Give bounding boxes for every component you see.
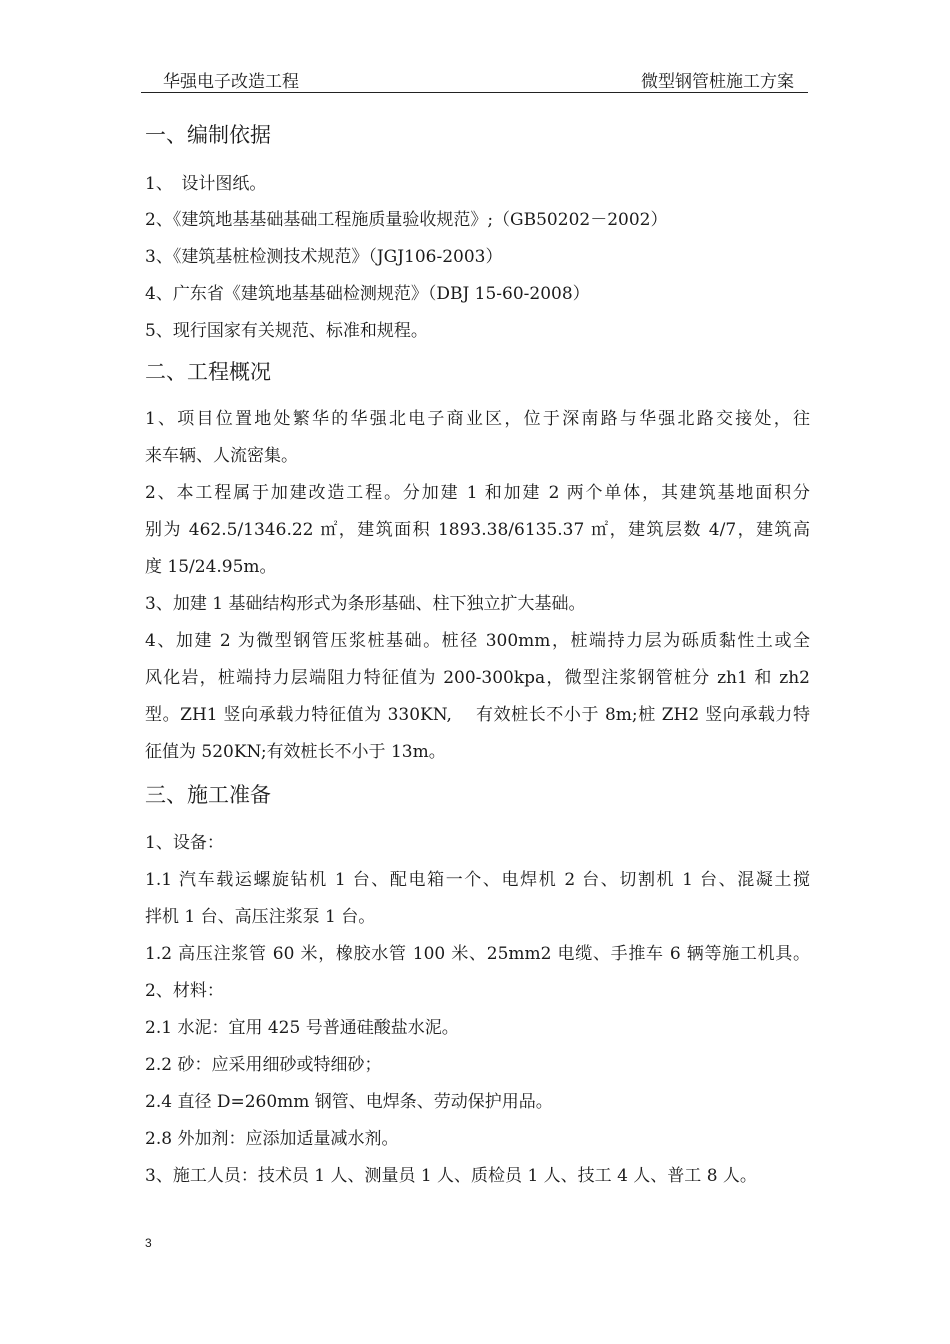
preparation-line-5: 2、材料： [145, 981, 224, 1001]
preparation-line-1: 1、设备： [145, 833, 224, 853]
preparation-line-9: 2.8 外加剂：应添加适量减水剂。 [145, 1129, 399, 1149]
basis-item-4: 4、广东省《建筑地基基础检测规范》（DBJ 15-60-2008） [145, 284, 590, 304]
preparation-line-4: 1.2 高压注浆管 60 米，橡胶水管 100 米、25mm2 电缆、手推车 6 辆等施工机具。 [145, 944, 810, 964]
preparation-line-7: 2.2 砂：应采用细砂或特细砂； [145, 1055, 382, 1075]
overview-paragraph-2-line-3: 度 15/24.95m。 [145, 557, 277, 577]
overview-paragraph-4-line-4: 征值为 520KN;有效桩长不小于 13m。 [145, 742, 446, 762]
preparation-line-6: 2.1 水泥：宜用 425 号普通硅酸盐水泥。 [145, 1018, 459, 1038]
overview-paragraph-1-line-1: 1、项目位置地处繁华的华强北电子商业区，位于深南路与华强北路交接处，往 [145, 409, 810, 429]
section-heading-preparation: 三、施工准备 [145, 783, 271, 807]
basis-item-3: 3、《建筑基桩检测技术规范》（JGJ106-2003） [145, 247, 503, 267]
overview-paragraph-3: 3、加建 1 基础结构形式为条形基础、柱下独立扩大基础。 [145, 594, 586, 614]
preparation-line-8: 2.4 直径 D=260mm 钢管、电焊条、劳动保护用品。 [145, 1092, 553, 1112]
preparation-line-10: 3、施工人员：技术员 1 人、测量员 1 人、质检员 1 人、技工 4 人、普工 8 人。 [145, 1166, 757, 1186]
basis-item-1: 1、 设计图纸。 [145, 174, 267, 194]
overview-paragraph-4-line-3: 型。ZH1 竖向承载力特征值为 330KN, 有效桩长不小于 8m;桩 ZH2 竖向承载力特 [145, 705, 810, 725]
preparation-line-2: 1.1 汽车载运螺旋钻机 1 台、配电箱一个、电焊机 2 台、切割机 1 台、混凝土搅 [145, 870, 810, 890]
basis-item-2: 2、《建筑地基基础基础工程施质量验收规范》;（GB50202－2002） [145, 210, 668, 230]
header-project-name: 华强电子改造工程 [163, 72, 299, 92]
overview-paragraph-1-line-2: 来车辆、人流密集。 [145, 446, 298, 466]
section-heading-basis: 一、编制依据 [145, 123, 271, 147]
page-number: 3 [145, 1236, 152, 1250]
preparation-line-3: 拌机 1 台、高压注浆泵 1 台。 [145, 907, 376, 927]
overview-paragraph-2-line-1: 2、本工程属于加建改造工程。分加建 1 和加建 2 两个单体，其建筑基地面积分 [145, 483, 810, 503]
header-document-title: 微型钢管桩施工方案 [641, 72, 794, 92]
overview-paragraph-4-line-2: 风化岩，桩端持力层端阻力特征值为 200-300kpa，微型注浆钢管桩分 zh1 和 zh2 [145, 668, 810, 688]
section-heading-overview: 二、工程概况 [145, 360, 271, 384]
overview-paragraph-2-line-2: 别为 462.5/1346.22 ㎡，建筑面积 1893.38/6135.37 ㎡，建筑层数 4/7，建筑高 [145, 520, 810, 540]
basis-item-5: 5、现行国家有关规范、标准和规程。 [145, 321, 428, 341]
overview-paragraph-4-line-1: 4、加建 2 为微型钢管压浆桩基础。桩径 300mm，桩端持力层为砾质黏性土或全 [145, 631, 810, 651]
page-header [141, 64, 808, 93]
